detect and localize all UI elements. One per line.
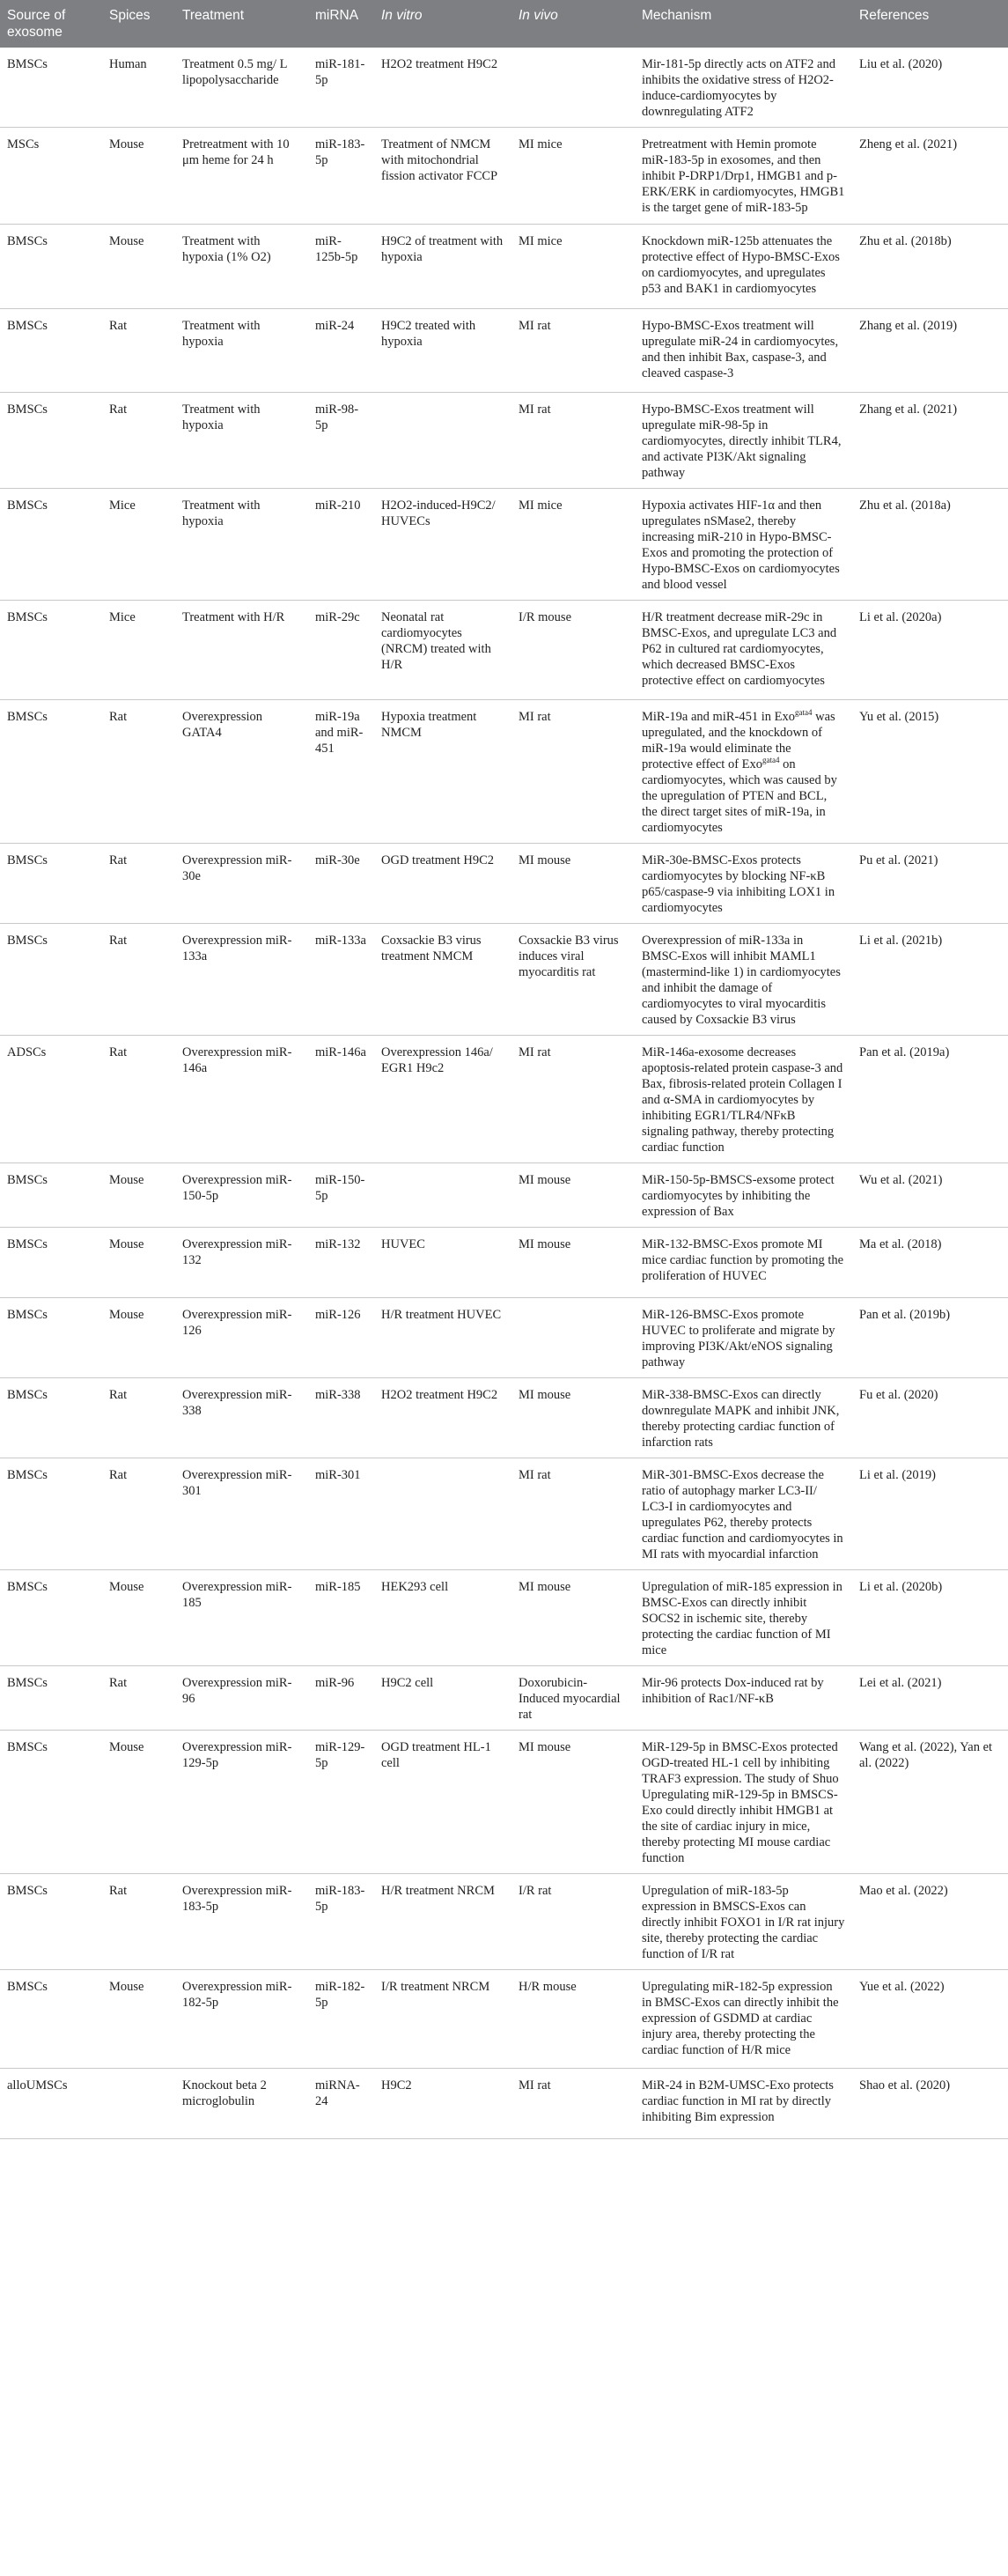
cell-mechanism: Upregulation of miR-183-5p expression in BMSCS-Exos can directly inhibit FOXO1 in I/R rat injury site, thereby protecting the cardiac function of I/R rat: [635, 1874, 852, 1970]
cell-source: BMSCs: [0, 1458, 102, 1570]
cell-species: [102, 2069, 175, 2139]
cell-mechanism: Hypoxia activates HIF-1α and then upregulates nSMase2, thereby increasing miR-210 in Hypo-BMSC-Exos and promoting the protection of Hypo-BMSC-Exos on cardiomyocytes and blood vessel: [635, 489, 852, 601]
cell-treatment: Treatment with hypoxia: [175, 309, 308, 393]
cell-source: BMSCs: [0, 1163, 102, 1228]
cell-in-vivo: MI mice: [511, 225, 635, 309]
cell-reference: Liu et al. (2020): [852, 48, 1008, 128]
cell-reference: Li et al. (2020b): [852, 1570, 1008, 1666]
cell-treatment: Overexpression miR-133a: [175, 924, 308, 1036]
cell-mirna: miR-24: [308, 309, 374, 393]
cell-reference: Zhu et al. (2018a): [852, 489, 1008, 601]
table-row: [0, 1036, 1008, 1163]
cell-source: MSCs: [0, 128, 102, 225]
cell-source: BMSCs: [0, 1570, 102, 1666]
cell-species: Mouse: [102, 1970, 175, 2069]
cell-in-vivo: MI rat: [511, 393, 635, 489]
cell-treatment: Treatment with hypoxia (1% O2): [175, 225, 308, 309]
table-row: [0, 700, 1008, 844]
cell-source: alloUMSCs: [0, 2069, 102, 2139]
table-row: [0, 1570, 1008, 1666]
header-species: Spices: [109, 8, 151, 23]
cell-in-vivo: MI rat: [511, 1458, 635, 1570]
table-row: [0, 1378, 1008, 1458]
cell-source: BMSCs: [0, 844, 102, 924]
cell-in-vivo: MI mouse: [511, 1378, 635, 1458]
cell-in-vivo: MI mouse: [511, 844, 635, 924]
cell-in-vitro: HUVEC: [374, 1228, 511, 1298]
cell-treatment: Overexpression miR-96: [175, 1666, 308, 1731]
cell-mirna: miR-210: [308, 489, 374, 601]
cell-in-vivo: I/R rat: [511, 1874, 635, 1970]
cell-reference: Pan et al. (2019b): [852, 1298, 1008, 1378]
cell-reference: Mao et al. (2022): [852, 1874, 1008, 1970]
cell-source: BMSCs: [0, 700, 102, 844]
cell-mechanism: Hypo-BMSC-Exos treatment will upregulate miR-98-5p in cardiomyocytes, directly inhibit TLR4, and activate PI3K/Akt signaling pathway: [635, 393, 852, 489]
cell-reference: Li et al. (2021b): [852, 924, 1008, 1036]
cell-mechanism: MiR-129-5p in BMSC-Exos protected OGD-treated HL-1 cell by inhibiting TRAF3 expression. The study of Shuo Upregulating miR-129-5p in BMSCS-Exo could directly inhibit HMGB1 at the site of cardiac injury in mice, thereby protecting MI mouse cardiac function: [635, 1731, 852, 1874]
cell-in-vivo: H/R mouse: [511, 1970, 635, 2069]
cell-species: Mice: [102, 489, 175, 601]
cell-mirna: miR-146a: [308, 1036, 374, 1163]
header-in-vitro: In vitro: [381, 8, 423, 23]
cell-treatment: Overexpression miR-129-5p: [175, 1731, 308, 1874]
cell-treatment: Knockout beta 2 microglobulin: [175, 2069, 308, 2139]
cell-in-vitro: [374, 393, 511, 489]
cell-in-vivo: MI rat: [511, 309, 635, 393]
cell-treatment: Pretreatment with 10 μm heme for 24 h: [175, 128, 308, 225]
table-row: [0, 1163, 1008, 1228]
cell-in-vitro: Hypoxia treatment NMCM: [374, 700, 511, 844]
table-row: [0, 1874, 1008, 1970]
cell-in-vitro: H2O2 treatment H9C2: [374, 1378, 511, 1458]
cell-reference: Wu et al. (2021): [852, 1163, 1008, 1228]
cell-mirna: miR-181-5p: [308, 48, 374, 128]
cell-source: BMSCs: [0, 48, 102, 128]
cell-in-vitro: HEK293 cell: [374, 1570, 511, 1666]
cell-mirna: miR-96: [308, 1666, 374, 1731]
cell-mechanism: H/R treatment decrease miR-29c in BMSC-Exos, and upregulate LC3 and P62 in cultured rat cardiomyocytes, which decreased BMSC-Exos protective effect on cardiomyocytes: [635, 601, 852, 700]
table-row: [0, 48, 1008, 128]
cell-in-vitro: H9C2 treated with hypoxia: [374, 309, 511, 393]
header-mirna: miRNA: [315, 8, 359, 23]
cell-source: ADSCs: [0, 1036, 102, 1163]
cell-in-vivo: Coxsackie B3 virus induces viral myocarditis rat: [511, 924, 635, 1036]
table-row: [0, 601, 1008, 700]
cell-in-vivo: [511, 1298, 635, 1378]
cell-reference: Zhang et al. (2021): [852, 393, 1008, 489]
cell-treatment: Treatment with hypoxia: [175, 393, 308, 489]
cell-reference: Yue et al. (2022): [852, 1970, 1008, 2069]
cell-treatment: Treatment with H/R: [175, 601, 308, 700]
cell-mirna: miR-132: [308, 1228, 374, 1298]
table-row: [0, 844, 1008, 924]
cell-in-vivo: MI mouse: [511, 1163, 635, 1228]
cell-species: Mice: [102, 601, 175, 700]
cell-species: Mouse: [102, 1298, 175, 1378]
cell-mechanism: MiR-126-BMSC-Exos promote HUVEC to proliferate and migrate by improving PI3K/Akt/eNOS signaling pathway: [635, 1298, 852, 1378]
cell-source: BMSCs: [0, 393, 102, 489]
cell-species: Rat: [102, 844, 175, 924]
table-row: [0, 2069, 1008, 2139]
cell-in-vitro: Coxsackie B3 virus treatment NMCM: [374, 924, 511, 1036]
cell-reference: Wang et al. (2022), Yan et al. (2022): [852, 1731, 1008, 1874]
cell-in-vitro: Overexpression 146a/ EGR1 H9c2: [374, 1036, 511, 1163]
cell-species: Rat: [102, 309, 175, 393]
table-row: [0, 1298, 1008, 1378]
table-row: [0, 1970, 1008, 2069]
cell-mechanism: Mir-96 protects Dox-induced rat by inhibition of Rac1/NF-κB: [635, 1666, 852, 1731]
table-row: [0, 1458, 1008, 1570]
header-source: Source of exosome: [7, 8, 66, 40]
cell-mirna: miRNA-24: [308, 2069, 374, 2139]
cell-source: BMSCs: [0, 1731, 102, 1874]
cell-in-vitro: OGD treatment HL-1 cell: [374, 1731, 511, 1874]
header-in-vivo: In vivo: [519, 8, 558, 23]
cell-species: Rat: [102, 700, 175, 844]
header-row: [0, 0, 1008, 48]
cell-in-vitro: Treatment of NMCM with mitochondrial fission activator FCCP: [374, 128, 511, 225]
cell-mirna: miR-150-5p: [308, 1163, 374, 1228]
cell-treatment: Overexpression miR-185: [175, 1570, 308, 1666]
cell-treatment: Overexpression GATA4: [175, 700, 308, 844]
cell-in-vivo: Doxorubicin-Induced myocardial rat: [511, 1666, 635, 1731]
table-body: [0, 48, 1008, 2139]
cell-in-vitro: H9C2 cell: [374, 1666, 511, 1731]
cell-in-vitro: H9C2: [374, 2069, 511, 2139]
cell-mirna: miR-183-5p: [308, 1874, 374, 1970]
cell-mechanism: MiR-338-BMSC-Exos can directly downregulate MAPK and inhibit JNK, thereby protecting cardiac function of infarction rats: [635, 1378, 852, 1458]
cell-treatment: Overexpression miR-126: [175, 1298, 308, 1378]
cell-mechanism: Upregulation of miR-185 expression in BMSC-Exos can directly inhibit SOCS2 in ischemic site, thereby protecting the cardiac function of MI mice: [635, 1570, 852, 1666]
cell-in-vivo: MI mouse: [511, 1228, 635, 1298]
cell-source: BMSCs: [0, 1378, 102, 1458]
cell-in-vitro: H2O2 treatment H9C2: [374, 48, 511, 128]
cell-in-vivo: MI rat: [511, 700, 635, 844]
cell-in-vitro: [374, 1163, 511, 1228]
cell-species: Rat: [102, 1666, 175, 1731]
cell-mirna: miR-98-5p: [308, 393, 374, 489]
cell-source: BMSCs: [0, 924, 102, 1036]
cell-mirna: miR-183-5p: [308, 128, 374, 225]
cell-mechanism: MiR-19a and miR-451 in Exo$^{gata4}$ was upregulated, and the knockdown of miR-19a would eliminate the protective effect of Exo$^{gata4}$ on cardiomyocytes, which was caused by the upregulation of PTEN and BCL, the direct target sites of miR-19a, in cardiomyocytes: [635, 700, 852, 844]
cell-reference: Ma et al. (2018): [852, 1228, 1008, 1298]
cell-reference: Pan et al. (2019a): [852, 1036, 1008, 1163]
cell-species: Rat: [102, 1458, 175, 1570]
cell-species: Mouse: [102, 1731, 175, 1874]
cell-mechanism: Knockdown miR-125b attenuates the protective effect of Hypo-BMSC-Exos on cardiomyocytes, and upregulates p53 and BAK1 in cardiomyocytes: [635, 225, 852, 309]
cell-reference: Pu et al. (2021): [852, 844, 1008, 924]
cell-reference: Lei et al. (2021): [852, 1666, 1008, 1731]
cell-mirna: miR-301: [308, 1458, 374, 1570]
cell-mechanism: Overexpression of miR-133a in BMSC-Exos will inhibit MAML1 (mastermind-like 1) in cardiomyocytes and inhibit the damage of cardiomyocytes to viral myocarditis caused by Coxsackie B3 virus: [635, 924, 852, 1036]
table-row: [0, 1228, 1008, 1298]
cell-reference: Shao et al. (2020): [852, 2069, 1008, 2139]
cell-reference: Li et al. (2020a): [852, 601, 1008, 700]
cell-in-vivo: MI mice: [511, 489, 635, 601]
cell-treatment: Overexpression miR-146a: [175, 1036, 308, 1163]
cell-in-vitro: Neonatal rat cardiomyocytes (NRCM) treated with H/R: [374, 601, 511, 700]
cell-mechanism: Pretreatment with Hemin promote miR-183-5p in exosomes, and then inhibit P-DRP1/Drp1, HMGB1 and p-ERK/ERK in cardiomyocytes, HMGB1 is the target gene of miR-183-5p: [635, 128, 852, 225]
cell-in-vivo: I/R mouse: [511, 601, 635, 700]
cell-in-vitro: H/R treatment NRCM: [374, 1874, 511, 1970]
table-row: [0, 393, 1008, 489]
cell-source: BMSCs: [0, 1298, 102, 1378]
header-mechanism: Mechanism: [642, 8, 712, 23]
cell-in-vivo: MI mouse: [511, 1731, 635, 1874]
cell-in-vivo: [511, 48, 635, 128]
cell-mechanism: MiR-30e-BMSC-Exos protects cardiomyocytes by blocking NF-κB p65/caspase-9 via inhibiting LOX1 in cardiomyocytes: [635, 844, 852, 924]
header-references: References: [859, 8, 930, 23]
cell-treatment: Overexpression miR-150-5p: [175, 1163, 308, 1228]
table-header: [0, 0, 1008, 48]
cell-treatment: Overexpression miR-338: [175, 1378, 308, 1458]
cell-in-vitro: H2O2-induced-H9C2/ HUVECs: [374, 489, 511, 601]
cell-species: Rat: [102, 924, 175, 1036]
cell-mirna: miR-182-5p: [308, 1970, 374, 2069]
cell-species: Mouse: [102, 1570, 175, 1666]
cell-treatment: Overexpression miR-183-5p: [175, 1874, 308, 1970]
table-row: [0, 1731, 1008, 1874]
cell-reference: Zhu et al. (2018b): [852, 225, 1008, 309]
cell-source: BMSCs: [0, 1228, 102, 1298]
cell-mechanism: MiR-146a-exosome decreases apoptosis-related protein caspase-3 and Bax, fibrosis-related protein Collagen I and α-SMA in cardiomyocytes by inhibiting EGR1/TLR4/NFκB signaling pathway, thereby protecting cardiac function: [635, 1036, 852, 1163]
cell-species: Rat: [102, 1378, 175, 1458]
cell-reference: Zhang et al. (2019): [852, 309, 1008, 393]
cell-reference: Zheng et al. (2021): [852, 128, 1008, 225]
cell-mirna: miR-125b-5p: [308, 225, 374, 309]
cell-species: Rat: [102, 1036, 175, 1163]
cell-reference: Li et al. (2019): [852, 1458, 1008, 1570]
cell-mirna: miR-29c: [308, 601, 374, 700]
cell-mirna: miR-30e: [308, 844, 374, 924]
cell-reference: Fu et al. (2020): [852, 1378, 1008, 1458]
cell-mechanism: Hypo-BMSC-Exos treatment will upregulate miR-24 in cardiomyocytes, and then inhibit Bax, caspase-3, and cleaved caspase-3: [635, 309, 852, 393]
table-row: [0, 225, 1008, 309]
cell-mirna: miR-126: [308, 1298, 374, 1378]
cell-treatment: Treatment with hypoxia: [175, 489, 308, 601]
cell-species: Mouse: [102, 1228, 175, 1298]
cell-species: Rat: [102, 1874, 175, 1970]
cell-mechanism: MiR-132-BMSC-Exos promote MI mice cardiac function by promoting the proliferation of HUVEC: [635, 1228, 852, 1298]
cell-treatment: Overexpression miR-132: [175, 1228, 308, 1298]
cell-in-vitro: I/R treatment NRCM: [374, 1970, 511, 2069]
cell-mechanism: Mir-181-5p directly acts on ATF2 and inhibits the oxidative stress of H2O2-induce-cardiomyocytes by downregulating ATF2: [635, 48, 852, 128]
cell-in-vitro: H/R treatment HUVEC: [374, 1298, 511, 1378]
table-row: [0, 489, 1008, 601]
cell-species: Mouse: [102, 128, 175, 225]
cell-treatment: Overexpression miR-301: [175, 1458, 308, 1570]
cell-species: Human: [102, 48, 175, 128]
cell-mechanism: MiR-150-5p-BMSCS-exsome protect cardiomyocytes by inhibiting the expression of Bax: [635, 1163, 852, 1228]
cell-in-vivo: MI rat: [511, 1036, 635, 1163]
cell-source: BMSCs: [0, 1666, 102, 1731]
cell-species: Mouse: [102, 225, 175, 309]
cell-source: BMSCs: [0, 1874, 102, 1970]
cell-mirna: miR-129-5p: [308, 1731, 374, 1874]
cell-mirna: miR-19a and miR-451: [308, 700, 374, 844]
table-row: [0, 924, 1008, 1036]
cell-source: BMSCs: [0, 1970, 102, 2069]
cell-mirna: miR-185: [308, 1570, 374, 1666]
cell-in-vitro: OGD treatment H9C2: [374, 844, 511, 924]
table-row: [0, 128, 1008, 225]
cell-in-vitro: H9C2 of treatment with hypoxia: [374, 225, 511, 309]
cell-reference: Yu et al. (2015): [852, 700, 1008, 844]
cell-source: BMSCs: [0, 309, 102, 393]
cell-treatment: Overexpression miR-182-5p: [175, 1970, 308, 2069]
cell-species: Mouse: [102, 1163, 175, 1228]
cell-mechanism: Upregulating miR-182-5p expression in BMSC-Exos can directly inhibit the expression of GSDMD at cardiac injury area, thereby protecting the cardiac function of H/R mice: [635, 1970, 852, 2069]
cell-source: BMSCs: [0, 601, 102, 700]
cell-source: BMSCs: [0, 225, 102, 309]
cell-in-vitro: [374, 1458, 511, 1570]
cell-mechanism: MiR-301-BMSC-Exos decrease the ratio of autophagy marker LC3-II/ LC3-I in cardiomyocytes and upregulates P62, thereby protects cardiac function and cardiomyocytes in MI rats with myocardial infarction: [635, 1458, 852, 1570]
table-row: [0, 1666, 1008, 1731]
cell-mechanism: MiR-24 in B2M-UMSC-Exo protects cardiac function in MI rat by directly inhibiting Bim expression: [635, 2069, 852, 2139]
cell-mirna: miR-133a: [308, 924, 374, 1036]
cell-treatment: Overexpression miR-30e: [175, 844, 308, 924]
cell-species: Rat: [102, 393, 175, 489]
cell-source: BMSCs: [0, 489, 102, 601]
cell-in-vivo: MI mouse: [511, 1570, 635, 1666]
cell-treatment: Treatment 0.5 mg/ L lipopolysaccharide: [175, 48, 308, 128]
header-treatment: Treatment: [182, 8, 245, 23]
cell-mirna: miR-338: [308, 1378, 374, 1458]
cell-in-vivo: MI mice: [511, 128, 635, 225]
table-row: [0, 309, 1008, 393]
cell-in-vivo: MI rat: [511, 2069, 635, 2139]
